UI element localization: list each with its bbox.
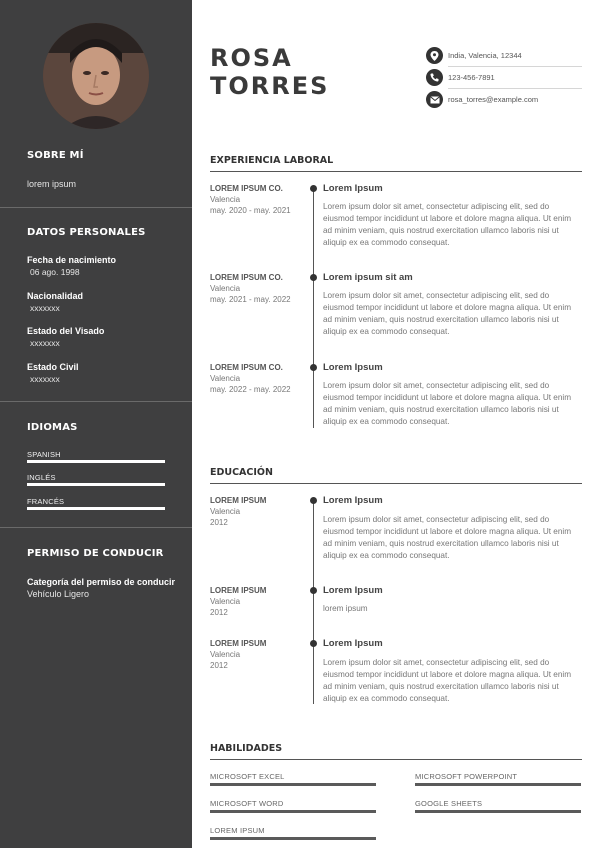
about-heading: SOBRE MÍ: [27, 150, 84, 161]
phone-icon: [426, 69, 443, 86]
education-title: Lorem Ipsum: [323, 585, 383, 596]
education-date: 2012: [210, 661, 228, 670]
license-value: Vehículo Ligero: [27, 589, 90, 599]
education-org: LOREM IPSUM: [210, 639, 267, 648]
civil-value: xxxxxxx: [30, 374, 60, 384]
contact-email-row: [426, 91, 582, 111]
experience-description: Lorem ipsum dolor sit amet, consectetur adipiscing elit, sed do eiusmod tempor incididunt ut labore et dolore magna aliqua. Ut enim ad minim veniam, quis nostrud exercitation ullamco laboris nisi ut aliquip ex ea commodo consequat.: [323, 202, 572, 247]
timeline-dot: [310, 587, 317, 594]
education-timeline: [313, 500, 314, 704]
education-place: Valencia: [210, 597, 241, 606]
education-title: Lorem Ipsum: [323, 495, 383, 506]
experience-title: Lorem Ipsum: [323, 362, 383, 373]
email-icon: [426, 91, 443, 108]
experience-org: LOREM IPSUM CO.: [210, 184, 283, 193]
skill-level-bar: [210, 837, 376, 840]
contact-phone-row: [426, 69, 582, 89]
skill-level-bar: [415, 783, 581, 786]
profile-photo: [43, 23, 149, 129]
experience-description: Lorem ipsum dolor sit amet, consectetur adipiscing elit, sed do eiusmod tempor incididunt ut labore et dolore magna aliqua. Ut enim ad minim veniam, quis nostrud exercitation ullamco laboris nisi ut aliquip ex ea commodo consequat.: [323, 381, 572, 426]
experience-date: may. 2020 - may. 2021: [210, 206, 291, 215]
timeline-dot: [310, 497, 317, 504]
education-description: Lorem ipsum dolor sit amet, consectetur adipiscing elit, sed do eiusmod tempor incididunt ut labore et dolore magna aliqua. Ut enim ad minim veniam, quis nostrud exercitation ullamco laboris nisi ut aliquip ex ea commodo consequat.: [323, 515, 572, 560]
sidebar-divider: [0, 527, 192, 528]
education-date: 2012: [210, 518, 228, 527]
education-description: lorem ipsum: [323, 604, 368, 613]
education-place: Valencia: [210, 507, 241, 516]
education-rule: [210, 483, 582, 484]
timeline-dot: [310, 274, 317, 281]
language-name: SPANISH: [27, 450, 61, 459]
experience-org: LOREM IPSUM CO.: [210, 363, 283, 372]
civil-label: Estado Civil: [27, 362, 79, 372]
contact-phone: 123-456-7891: [448, 73, 495, 82]
experience-title: Lorem Ipsum: [323, 183, 383, 194]
first-name: ROSA: [210, 44, 293, 72]
experience-timeline: [313, 188, 314, 428]
education-heading: EDUCACIÓN: [210, 467, 273, 478]
skill-level-bar: [210, 783, 376, 786]
nationality-label: Nacionalidad: [27, 291, 84, 301]
birth-value: 06 ago. 1998: [30, 267, 80, 277]
education-date: 2012: [210, 608, 228, 617]
nationality-value: xxxxxxx: [30, 303, 60, 313]
skill-name: MICROSOFT EXCEL: [210, 772, 285, 781]
sidebar-divider: [0, 207, 192, 208]
about-text: lorem ipsum: [27, 179, 77, 189]
timeline-dot: [310, 640, 317, 647]
language-level-bar: [27, 483, 165, 486]
education-place: Valencia: [210, 650, 241, 659]
visa-label: Estado del Visado: [27, 326, 105, 336]
license-heading: PERMISO DE CONDUCIR: [27, 548, 164, 559]
contact-divider: [448, 66, 582, 67]
skill-name: MICROSOFT WORD: [210, 799, 284, 808]
contact-email: rosa_torres@example.com: [448, 95, 539, 104]
skill-level-bar: [415, 810, 581, 813]
experience-heading: EXPERIENCIA LABORAL: [210, 155, 334, 166]
experience-date: may. 2022 - may. 2022: [210, 385, 291, 394]
sidebar-divider: [0, 401, 192, 402]
contact-address: India, Valencia, 12344: [448, 51, 522, 60]
education-org: LOREM IPSUM: [210, 586, 267, 595]
contact-divider: [448, 88, 582, 89]
education-org: LOREM IPSUM: [210, 496, 267, 505]
experience-rule: [210, 171, 582, 172]
language-name: INGLÉS: [27, 473, 56, 482]
experience-place: Valencia: [210, 374, 241, 383]
languages-heading: IDIOMAS: [27, 422, 78, 433]
contact-address-row: [426, 47, 582, 67]
location-icon: [426, 47, 443, 64]
skills-rule: [210, 759, 582, 760]
experience-title: Lorem ipsum sit am: [323, 272, 413, 283]
skill-name: GOOGLE SHEETS: [415, 799, 483, 808]
last-name: TORRES: [210, 72, 330, 100]
language-name: FRANCÉS: [27, 497, 65, 506]
skill-name: LOREM IPSUM: [210, 826, 265, 835]
language-level-bar: [27, 507, 165, 510]
timeline-dot: [310, 185, 317, 192]
experience-place: Valencia: [210, 195, 241, 204]
skills-heading: HABILIDADES: [210, 743, 283, 754]
experience-place: Valencia: [210, 284, 241, 293]
timeline-dot: [310, 364, 317, 371]
skill-level-bar: [210, 810, 376, 813]
personal-heading: DATOS PERSONALES: [27, 227, 146, 238]
birth-label: Fecha de nacimiento: [27, 255, 117, 265]
experience-org: LOREM IPSUM CO.: [210, 273, 283, 282]
education-description: Lorem ipsum dolor sit amet, consectetur adipiscing elit, sed do eiusmod tempor incididunt ut labore et dolore magna aliqua. Ut enim ad minim veniam, quis nostrud exercitation ullamco laboris nisi ut aliquip ex ea commodo consequat.: [323, 658, 572, 703]
visa-value: xxxxxxx: [30, 338, 60, 348]
education-title: Lorem Ipsum: [323, 638, 383, 649]
language-level-bar: [27, 460, 165, 463]
experience-date: may. 2021 - may. 2022: [210, 295, 291, 304]
license-label: Categoría del permiso de conducir: [27, 577, 176, 587]
skill-name: MICROSOFT POWERPOINT: [415, 772, 518, 781]
sidebar: [0, 0, 192, 848]
experience-description: Lorem ipsum dolor sit amet, consectetur adipiscing elit, sed do eiusmod tempor incididunt ut labore et dolore magna aliqua. Ut enim ad minim veniam, quis nostrud exercitation ullamco laboris nisi ut aliquip ex ea commodo consequat.: [323, 291, 572, 336]
